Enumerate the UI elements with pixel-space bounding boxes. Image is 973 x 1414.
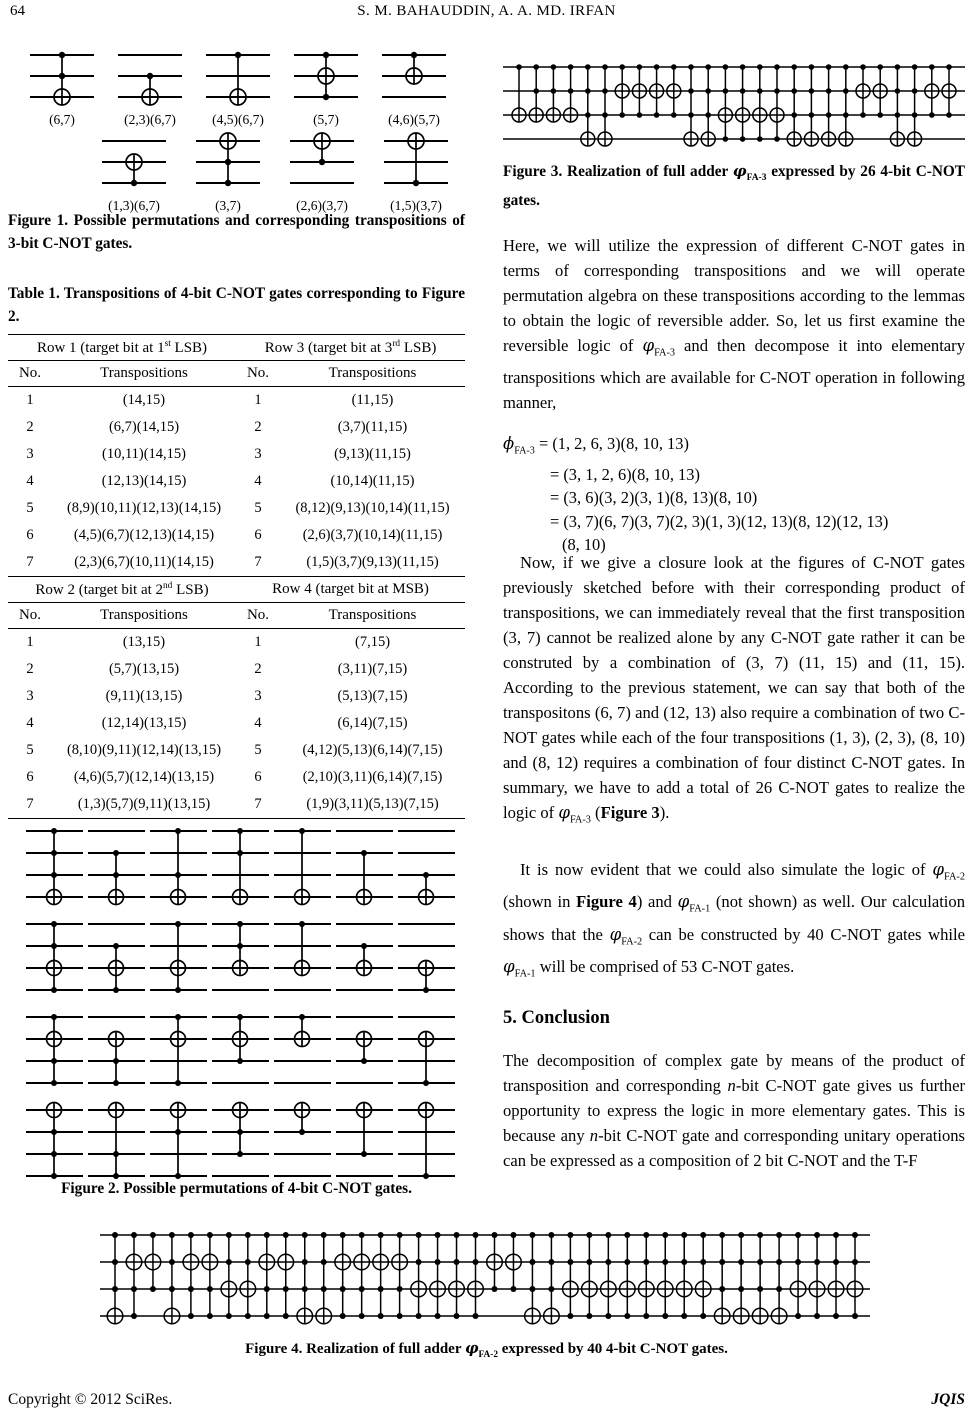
- table1-caption: Table 1. Transpositions of 4-bit C-NOT gates corresponding to Figure 2.: [8, 285, 465, 325]
- equation-line: (8, 10): [562, 535, 606, 555]
- table-cell: (10,14)(11,15): [330, 473, 415, 489]
- transposition-label: (4,5)(6,7): [212, 112, 264, 127]
- table-section-header: [8, 577, 465, 603]
- table-column-header-cell: Transpositions: [52, 361, 236, 387]
- cnot-3bit-circuit: [206, 46, 270, 128]
- cnot-4bit-circuit: [398, 822, 455, 911]
- table-column-header-cell: No.: [236, 361, 280, 387]
- table-column-header-cell: No.: [236, 603, 280, 629]
- table-row: [8, 710, 465, 737]
- table-cell: (11,15): [351, 392, 394, 408]
- cnot-3bit-circuit: [118, 46, 182, 128]
- table-cell: 7: [254, 796, 262, 812]
- table-cell: 5: [26, 742, 34, 758]
- figure3-caption: Figure 3. Realization of full adder $\varphi_{FA-3}$ expressed by 26 4-bit C-NOT gates.: [503, 162, 965, 209]
- table-cell: 1: [26, 392, 34, 408]
- cnot-3bit-circuit: [294, 46, 358, 128]
- table-row: [8, 468, 465, 495]
- table-cell: 5: [254, 500, 262, 516]
- table-cell: 6: [26, 769, 34, 785]
- body-paragraph: Now, if we give a closure look at the figures of C-NOT gates previously sketched before with their corresponding product of transpositions, we can immediately reveal that the first transposition (3, 7) cannot be realized alone by any C-NOT gate rather it can be construted by a combination of (3, 7) (11, 15) and (11, 15). According to the previous statement, we can say that both of the transpositons (6, 7) and (12, 13) also require a combination of two C-NOT gates while each of the four transpositions (1, 3), (2, 3), (8, 10) and (8, 12) requires a combination of four distinct C-NOT gates. In summary, we have to add a total of 26 C-NOT gates to realize the logic of $\varphi_{FA-3}$ (Figure 3).: [503, 553, 965, 826]
- circuit-svg: [294, 46, 358, 106]
- circuit-svg: [212, 1101, 269, 1185]
- circuit-svg: [26, 822, 83, 906]
- table-header-cell: Row 4 (target bit at MSB): [236, 577, 465, 603]
- circuit-svg: [150, 1101, 207, 1185]
- body-paragraph: Here, we will utilize the expression of different C-NOT gates in terms of corresponding transpositions and we will operate permutation algebra on these transpositions according to the lemmas to obtain the logic of reversible adder. So, let us first examine the reversible logic of $\varphi_{FA-3}$ and then decompose it into elementary transpositions which are available for C-NOT operation in following manner,: [503, 236, 965, 413]
- table-cell: 3: [26, 446, 34, 462]
- cnot-3bit-circuit: [30, 46, 94, 128]
- table-cell: 2: [254, 419, 262, 435]
- circuit-svg: [88, 1101, 145, 1185]
- cnot-4bit-circuit: [26, 915, 83, 1004]
- equation-line: $\phi_{FA-3} = (1$, 2, 6, 3)(8, 10, 13): [503, 434, 689, 457]
- cnot-4bit-circuit: [26, 1101, 83, 1190]
- body-paragraph: The decomposition of complex gate by means of the product of transposition and corresponding n-bit C-NOT gate gives us further opportunity to express the logic in more elementary gates. This is because any n-bit C-NOT gate and corresponding unitary operations can be expressed as a composition of 2 bit C-NOT and the T-F: [503, 1051, 965, 1170]
- cnot-4bit-circuit: [26, 822, 83, 911]
- cnot-4bit-circuit: [274, 1008, 331, 1097]
- table-cell: 4: [26, 473, 34, 489]
- table-cell: (10,11)(14,15): [101, 446, 187, 462]
- equation-block: [503, 432, 973, 557]
- table-cell: (4,12)(5,13)(6,14)(7,15): [302, 742, 443, 758]
- table-row: [8, 764, 465, 791]
- table-cell: (7,15): [354, 634, 391, 650]
- equation-line: = (3, 1, 2, 6)(8, 10, 13): [550, 464, 700, 484]
- circuit-svg: [150, 1008, 207, 1092]
- table-cell: 4: [254, 715, 262, 731]
- circuit-svg: [212, 1008, 269, 1092]
- table-cell: (13,15): [122, 634, 166, 650]
- equation-line: = (3, 7)(6, 7)(3, 7)(2, 3)(1, 3)(12, 13)(8, 12)(12, 13): [550, 511, 889, 531]
- table-cell: 2: [26, 661, 34, 677]
- table-cell: (9,13)(11,15): [334, 446, 411, 462]
- figure1-caption: Figure 1. Possible permutations and corresponding transpositions of 3-bit C-NOT gates.: [8, 212, 465, 252]
- cnot-4bit-circuit: [88, 1008, 145, 1097]
- table-cell: 3: [254, 688, 262, 704]
- table-cell: 6: [254, 769, 262, 785]
- circuit-svg: [398, 1101, 455, 1185]
- table-cell: (14,15): [122, 392, 166, 408]
- table-header-cell: Row 3 (target bit at 3rd LSB): [236, 335, 465, 361]
- figure1-circuits: [30, 46, 460, 214]
- transposition-label: (1,3)(6,7): [108, 198, 160, 213]
- cnot-4bit-circuit: [212, 1101, 269, 1190]
- cnot-4bit-circuit: [398, 915, 455, 1004]
- cnot-4bit-circuit: [150, 1101, 207, 1190]
- circuit-svg: [102, 132, 166, 192]
- cnot-4bit-circuit: [336, 822, 393, 911]
- circuit-svg: [274, 915, 331, 999]
- table-cell: (1,9)(3,11)(5,13)(7,15): [306, 796, 439, 812]
- table-cell: (1,5)(3,7)(9,13)(11,15): [306, 554, 439, 570]
- table-cell: 1: [254, 634, 262, 650]
- figure2-caption: Figure 2. Possible permutations of 4-bit C-NOT gates.: [61, 1180, 412, 1197]
- table-cell: (8,10)(9,11)(12,14)(13,15): [66, 742, 222, 758]
- table-header-cell: Row 1 (target bit at 1st LSB): [8, 335, 236, 361]
- table-cell: (3,11)(7,15): [337, 661, 408, 677]
- table-cell: (3,7)(11,15): [337, 419, 408, 435]
- table-cell: (6,14)(7,15): [337, 715, 408, 731]
- table-cell: 7: [26, 796, 34, 812]
- circuit-svg: [30, 46, 94, 106]
- circuit-svg: [336, 822, 393, 906]
- transposition-label: (6,7): [49, 112, 75, 127]
- circuit-svg: [206, 46, 270, 106]
- circuit-svg: [118, 46, 182, 106]
- table-cell: 7: [254, 554, 262, 570]
- transposition-label: (2,3)(6,7): [124, 112, 176, 127]
- table-cell: (12,14)(13,15): [101, 715, 187, 731]
- cnot-4bit-circuit: [336, 1101, 393, 1190]
- transposition-label: (2,6)(3,7): [296, 198, 348, 213]
- table-row: [8, 441, 465, 468]
- cnot-4bit-circuit: [88, 1101, 145, 1190]
- table-cell: (2,6)(3,7)(10,14)(11,15): [302, 527, 443, 543]
- section-heading: 5. Conclusion: [503, 1008, 610, 1028]
- table-column-headers: [8, 603, 465, 629]
- figure1-row: [30, 46, 460, 128]
- circuit-svg: [336, 915, 393, 999]
- table-header-cell: Row 2 (target bit at 2nd LSB): [8, 577, 236, 603]
- table-row: [8, 656, 465, 683]
- table-row: [8, 683, 465, 710]
- journal-abbreviation: JQIS: [931, 1391, 965, 1408]
- copyright-notice: Copyright © 2012 SciRes.: [8, 1391, 173, 1408]
- table-cell: (9,11)(13,15): [105, 688, 183, 704]
- cnot-4bit-circuit: [212, 822, 269, 911]
- circuit-svg: [398, 1008, 455, 1092]
- table-section-header: [8, 335, 465, 361]
- table-row: [8, 495, 465, 522]
- figure4-caption: Figure 4. Realization of full adder $\varphi_{FA-2}$ expressed by 40 4-bit C-NOT gates.: [245, 1339, 728, 1360]
- cnot-4bit-circuit: [88, 822, 145, 911]
- table-row: [8, 791, 465, 819]
- cnot-3bit-circuit: [384, 132, 448, 214]
- circuit-svg: [88, 915, 145, 999]
- circuit-svg: [26, 915, 83, 999]
- table-row: [8, 387, 465, 415]
- circuit-svg: [398, 915, 455, 999]
- figure1-row: [102, 132, 460, 214]
- table-column-header-cell: Transpositions: [280, 361, 465, 387]
- table-cell: 6: [26, 527, 34, 543]
- body-paragraph: It is now evident that we could also simulate the logic of $\varphi_{FA-2}$ (shown in Figure 4) and $\varphi_{FA-1}$ (not shown) as well. Our calculation shows that the $\varphi_{FA-2}$ can be constructed by 40 C-NOT gates while $\varphi_{FA-1}$ will be comprised of 53 C-NOT gates.: [503, 860, 966, 980]
- table-cell: (2,10)(3,11)(6,14)(7,15): [302, 769, 443, 785]
- table-cell: (5,13)(7,15): [337, 688, 408, 704]
- table-row: [8, 737, 465, 764]
- equation-line: = (3, 6)(3, 2)(3, 1)(8, 13)(8, 10): [550, 488, 758, 508]
- circuit-svg: [274, 1101, 331, 1185]
- table-column-header-cell: Transpositions: [280, 603, 465, 629]
- table-column-header-cell: No.: [8, 603, 52, 629]
- table-column-header-cell: Transpositions: [52, 603, 236, 629]
- cnot-3bit-circuit: [290, 132, 354, 214]
- table-cell: 4: [26, 715, 34, 731]
- cnot-4bit-circuit: [26, 1008, 83, 1097]
- table-cell: 3: [254, 446, 262, 462]
- cnot-3bit-circuit: [102, 132, 166, 214]
- table-row: [8, 549, 465, 577]
- table-cell: 2: [26, 419, 34, 435]
- cnot-4bit-circuit: [150, 1008, 207, 1097]
- circuit-svg: [503, 54, 965, 154]
- circuit-svg: [212, 822, 269, 906]
- cnot-4bit-circuit: [274, 1101, 331, 1190]
- cnot-4bit-circuit: [398, 1008, 455, 1097]
- table-column-headers: [8, 361, 465, 387]
- figure3-circuit: [503, 54, 965, 159]
- table-cell: (8,12)(9,13)(10,14)(11,15): [295, 500, 450, 516]
- running-head: S. M. BAHAUDDIN, A. A. MD. IRFAN: [357, 3, 616, 19]
- transposition-label: (4,6)(5,7): [388, 112, 440, 127]
- table-cell: 2: [254, 661, 262, 677]
- circuit-svg: [290, 132, 354, 192]
- table-cell: (4,6)(5,7)(12,14)(13,15): [73, 769, 215, 785]
- table-cell: (2,3)(6,7)(10,11)(14,15): [74, 554, 214, 570]
- cnot-4bit-circuit: [274, 822, 331, 911]
- table-column-header-cell: No.: [8, 361, 52, 387]
- table-row: [8, 629, 465, 657]
- table-cell: 5: [26, 500, 34, 516]
- cnot-4bit-circuit: [336, 1008, 393, 1097]
- circuit-svg: [336, 1008, 393, 1092]
- table-row: [8, 414, 465, 441]
- cnot-4bit-circuit: [212, 915, 269, 1004]
- cnot-4bit-circuit: [150, 915, 207, 1004]
- circuit-svg: [88, 1008, 145, 1092]
- table-cell: (1,3)(5,7)(9,11)(13,15): [77, 796, 211, 812]
- figure2-circuits: [26, 822, 456, 1190]
- transpositions-table: [8, 334, 465, 819]
- cnot-4bit-circuit: [212, 1008, 269, 1097]
- circuit-svg: [26, 1101, 83, 1185]
- circuit-svg: [26, 1008, 83, 1092]
- table-cell: (6,7)(14,15): [108, 419, 180, 435]
- circuit-svg: [88, 822, 145, 906]
- table-cell: 1: [254, 392, 262, 408]
- cnot-4bit-circuit: [88, 915, 145, 1004]
- transposition-label: (5,7): [313, 112, 339, 127]
- table-cell: (8,9)(10,11)(12,13)(14,15): [66, 500, 222, 516]
- circuit-svg: [196, 132, 260, 192]
- page-number: 64: [10, 3, 25, 19]
- circuit-svg: [336, 1101, 393, 1185]
- circuit-svg: [382, 46, 446, 106]
- table-cell: 7: [26, 554, 34, 570]
- cnot-4bit-circuit: [150, 822, 207, 911]
- transposition-label: (3,7): [215, 198, 241, 213]
- cnot-3bit-circuit: [196, 132, 260, 214]
- cnot-4bit-circuit: [274, 915, 331, 1004]
- table-cell: (5,7)(13,15): [108, 661, 180, 677]
- figure4-circuit: [100, 1222, 870, 1334]
- cnot-4bit-circuit: [398, 1101, 455, 1190]
- circuit-svg: [150, 915, 207, 999]
- table-cell: 4: [254, 473, 262, 489]
- cnot-3bit-circuit: [382, 46, 446, 128]
- circuit-svg: [274, 822, 331, 906]
- transposition-label: (1,5)(3,7): [390, 198, 442, 213]
- circuit-svg: [212, 915, 269, 999]
- table-cell: 5: [254, 742, 262, 758]
- table-cell: (12,13)(14,15): [101, 473, 187, 489]
- circuit-svg: [100, 1222, 870, 1329]
- cnot-4bit-circuit: [336, 915, 393, 1004]
- table-row: [8, 522, 465, 549]
- circuit-svg: [150, 822, 207, 906]
- table-cell: (4,5)(6,7)(12,13)(14,15): [73, 527, 215, 543]
- table-cell: 1: [26, 634, 34, 650]
- circuit-svg: [398, 822, 455, 906]
- circuit-svg: [384, 132, 448, 192]
- table-cell: 3: [26, 688, 34, 704]
- table-cell: 6: [254, 527, 262, 543]
- circuit-svg: [274, 1008, 331, 1092]
